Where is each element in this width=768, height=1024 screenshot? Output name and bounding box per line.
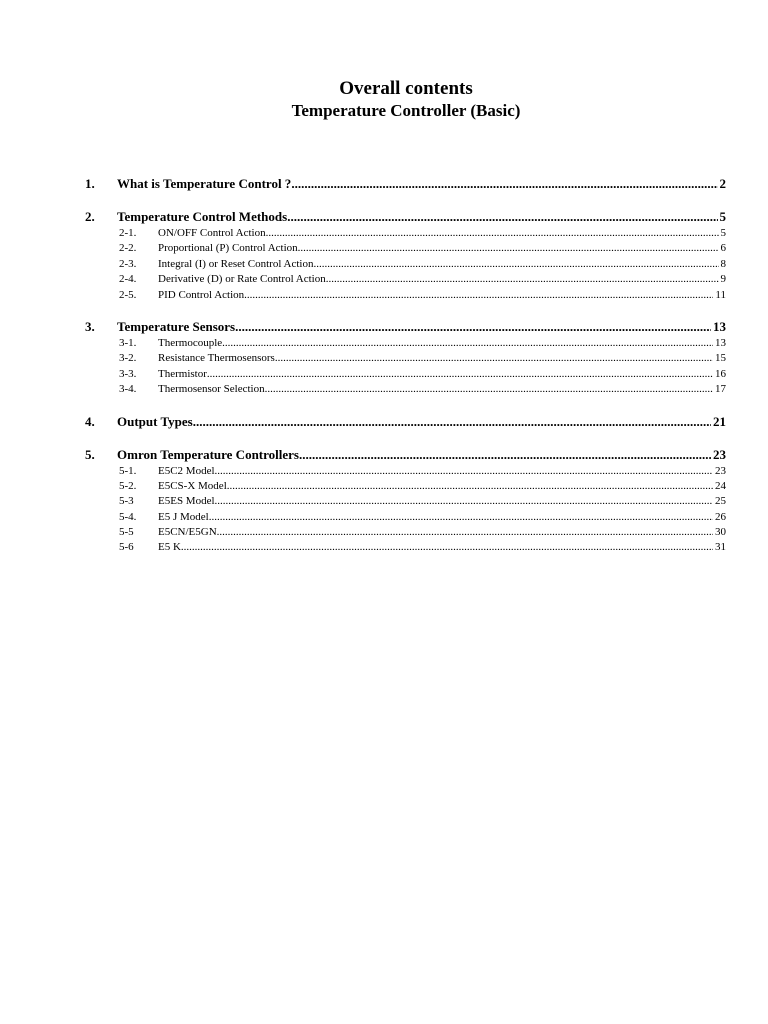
- toc-subentry-number: 5-1.: [119, 464, 137, 477]
- toc-subentry-title: Thermocouple: [158, 336, 223, 349]
- dot-leader: [215, 464, 713, 479]
- toc-subentry-title: E5CN/E5GN: [158, 526, 217, 539]
- toc-subentry-title: E5C2 Model: [158, 464, 215, 477]
- toc-entry-title: Output Types: [117, 413, 193, 429]
- toc-subentry-number: 5-4.: [119, 510, 137, 523]
- toc-entry-page: 23: [713, 446, 726, 462]
- dot-leader: [217, 525, 713, 540]
- toc-subentry[interactable]: [85, 382, 726, 397]
- page-title: Overall contents: [339, 78, 473, 99]
- toc-subentry-page: 5: [720, 227, 726, 239]
- toc-subentry-title: Proportional (P) Control Action: [158, 242, 298, 255]
- toc-subentry-page: 25: [715, 495, 726, 508]
- dot-leader: [287, 207, 717, 226]
- toc-entry-number: 4.: [85, 413, 95, 429]
- toc-entry[interactable]: [85, 317, 726, 336]
- toc-subentry-page: 6: [720, 242, 726, 255]
- title-block: [0, 78, 768, 122]
- toc-subentry-number: 5-5: [119, 526, 134, 539]
- dot-leader: [181, 540, 713, 555]
- toc-subentry-number: 2-5.: [119, 288, 137, 301]
- dot-leader: [326, 272, 719, 287]
- toc-entry[interactable]: [85, 174, 726, 193]
- toc-subentry-number: 5-2.: [119, 479, 137, 492]
- toc-subentry[interactable]: [85, 525, 726, 540]
- toc-entry-title: Omron Temperature Controllers: [117, 446, 299, 462]
- toc-subentry-number: 2-3.: [119, 257, 137, 270]
- toc-subentry-title: PID Control Action: [158, 288, 245, 301]
- toc-subentry-page: 26: [715, 510, 726, 523]
- toc-entry[interactable]: [85, 412, 726, 431]
- toc-subentry[interactable]: [85, 226, 726, 241]
- toc-subentry-number: 3-4.: [119, 383, 137, 396]
- toc-subentry-title: ON/OFF Control Action: [158, 227, 266, 239]
- dot-leader: [299, 445, 711, 464]
- toc-subentry-number: 3-2.: [119, 352, 137, 365]
- toc-subentry[interactable]: [85, 479, 726, 494]
- page-subtitle: Temperature Controller (Basic): [291, 101, 521, 120]
- dot-leader: [227, 479, 713, 494]
- table-of-contents: [85, 174, 726, 570]
- toc-entry-number: 1.: [85, 176, 95, 191]
- toc-subentry[interactable]: [85, 540, 726, 555]
- toc-entry-number: 3.: [85, 318, 95, 334]
- toc-subentry-number: 5-6: [119, 541, 134, 554]
- toc-subentry[interactable]: [85, 494, 726, 509]
- toc-subentry-title: Resistance Thermosensors: [158, 352, 275, 365]
- toc-subentry[interactable]: [85, 257, 726, 272]
- dot-leader: [209, 510, 713, 525]
- toc-subentry-number: 2-4.: [119, 273, 137, 286]
- toc-entry[interactable]: [85, 445, 726, 464]
- toc-subentry-page: 16: [715, 367, 726, 380]
- toc-entry-title: Temperature Sensors: [117, 318, 236, 334]
- toc-entry-number: 5.: [85, 446, 95, 462]
- dot-leader: [235, 317, 711, 336]
- toc-subentry-title: Derivative (D) or Rate Control Action: [158, 273, 326, 286]
- dot-leader: [215, 494, 713, 509]
- toc-subentry-title: E5CS-X Model: [158, 479, 227, 492]
- toc-section: [85, 445, 726, 556]
- toc-entry-page: 2: [719, 176, 726, 191]
- toc-section: [85, 174, 726, 193]
- toc-subentry-title: Thermistor: [158, 367, 207, 380]
- toc-subentry-title: E5ES Model: [158, 495, 215, 508]
- toc-entry[interactable]: [85, 207, 726, 226]
- dot-leader: [314, 257, 719, 272]
- toc-subentry-page: 8: [720, 257, 726, 270]
- toc-subentry-page: 15: [715, 352, 726, 365]
- toc-subentry-number: 2-1.: [119, 227, 137, 239]
- toc-entry-page: 21: [713, 413, 726, 429]
- toc-subentry[interactable]: [85, 351, 726, 366]
- toc-entry-page: 13: [713, 318, 726, 334]
- dot-leader: [222, 336, 713, 351]
- dot-leader: [298, 241, 719, 256]
- toc-subentry-title: E5 K: [158, 541, 181, 554]
- toc-subentry-number: 3-3.: [119, 367, 137, 380]
- toc-subentry-page: 17: [715, 383, 726, 396]
- toc-subentry-number: 3-1.: [119, 336, 137, 349]
- toc-entry-page: 5: [719, 209, 726, 224]
- dot-leader: [193, 412, 711, 431]
- toc-subentry-page: 11: [715, 288, 726, 301]
- toc-subentry-number: 5-3: [119, 495, 134, 508]
- toc-subentry-page: 24: [715, 479, 726, 492]
- toc-section: [85, 207, 726, 303]
- toc-subentry[interactable]: [85, 288, 726, 303]
- toc-subentry-page: 30: [715, 526, 726, 539]
- toc-subentry-title: E5 J Model: [158, 510, 209, 523]
- toc-subentry-number: 2-2.: [119, 242, 137, 255]
- toc-subentry-title: Integral (I) or Reset Control Action: [158, 257, 314, 270]
- toc-subentry[interactable]: [85, 272, 726, 287]
- toc-subentry[interactable]: [85, 336, 726, 351]
- dot-leader: [207, 367, 713, 382]
- dot-leader: [265, 382, 713, 397]
- dot-leader: [275, 351, 713, 366]
- toc-entry-number: 2.: [85, 209, 95, 224]
- toc-subentry-page: 13: [715, 336, 726, 349]
- toc-subentry-page: 23: [715, 464, 726, 477]
- toc-entry-title: Temperature Control Methods: [117, 209, 288, 224]
- toc-subentry[interactable]: [85, 241, 726, 256]
- dot-leader: [291, 174, 717, 193]
- toc-subentry-page: 31: [715, 541, 726, 554]
- dot-leader: [244, 288, 713, 303]
- toc-section: [85, 412, 726, 431]
- toc-subentry[interactable]: [85, 464, 726, 479]
- toc-entry-title: What is Temperature Control ?: [117, 176, 292, 191]
- toc-subentry-page: 9: [720, 273, 726, 286]
- toc-subentry-title: Thermosensor Selection: [158, 383, 265, 396]
- toc-subentry[interactable]: [85, 367, 726, 382]
- dot-leader: [266, 226, 719, 241]
- toc-section: [85, 317, 726, 398]
- toc-subentry[interactable]: [85, 510, 726, 525]
